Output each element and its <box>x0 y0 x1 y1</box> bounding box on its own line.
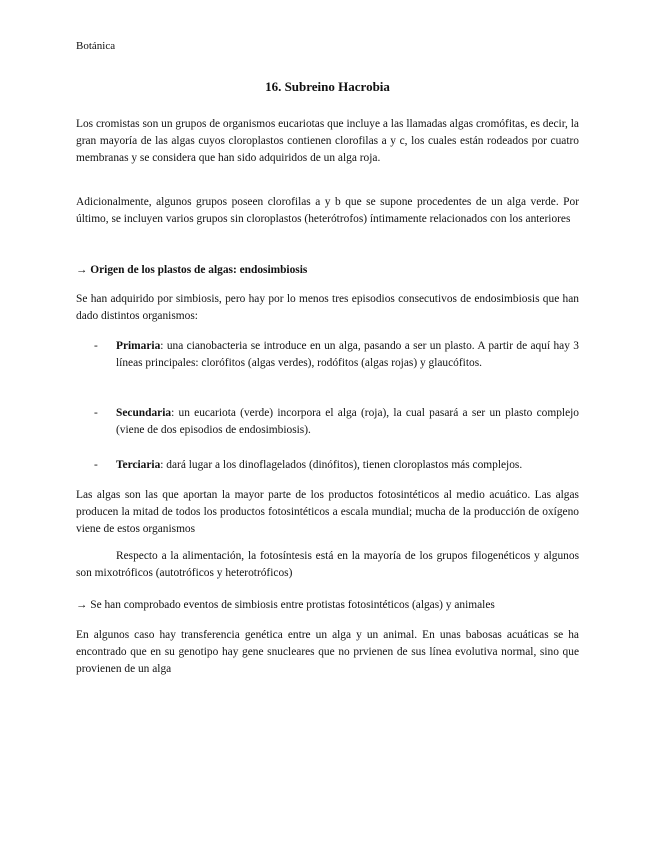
page-title: 16. Subreino Hacrobia <box>265 79 390 94</box>
list-bullet: - <box>94 459 98 471</box>
nutrition-paragraph: Respecto a la alimentación, la fotosíntesis está en la mayoría de los grupos filogenéticos y algunos son mixotróficos (autotróficos y heterotróficos) <box>76 550 579 579</box>
list-bullet: - <box>94 407 98 419</box>
algae-production-paragraph: Las algas son las que aportan la mayor parte de los productos fotosintéticos al medio acuático. Las algas producen la mitad de todos los productos fotosintéticos a escala mundial; mucha de la producción de oxígeno viene de estos organismos <box>76 489 579 535</box>
list-item-text: : una cianobacteria se introduce en un alga, pasando a ser un plasto. A partir de aquí hay 3 líneas principales: clorófitos (algas verdes), rodófitos (algas rojas) y glaucófitos. <box>116 340 579 369</box>
intro-paragraph-2: Adicionalmente, algunos grupos poseen clorofilas a y b que se supone procedentes de un alga verde. Por último, se incluyen varios grupos sin cloroplastos (heterótrofos) íntimamente relacionados con los anteriores <box>76 196 579 225</box>
section-heading-endosymbiosis: → Origen de los plastos de algas: endosimbiosis <box>76 264 308 276</box>
list-bullet: - <box>94 340 98 352</box>
endosymbiosis-paragraph: Se han adquirido por simbiosis, pero hay por lo menos tres episodios consecutivos de endosimbiosis que han dado distintos organismos: <box>76 293 579 322</box>
list-item-text: : un eucariota (verde) incorpora el alga (roja), la cual pasará a ser un plasto complejo (viene de dos episodios de endosimbiosis). <box>116 407 579 436</box>
page-header: Botánica <box>76 40 116 52</box>
intro-paragraph-1: Los cromistas son un grupos de organismos eucariotas que incluye a las llamadas algas cromófitas, es decir, la gran mayoría de las algas cuyos cloroplastos contienen clorofilas a y c, los cuales están rodeados por cuatro membranas y se considera que han sido adquiridos de un alga roja. <box>76 118 579 164</box>
list-item-term: Terciaria <box>116 459 161 471</box>
list-item-text: : dará lugar a los dinoflagelados (dinófitos), tienen cloroplastos más complejos. <box>160 459 523 471</box>
list-item-term: Secundaria <box>116 407 172 419</box>
section-heading-symbiosis: → Se han comprobado eventos de simbiosis entre protistas fotosintéticos (algas) y animales <box>76 599 495 611</box>
gene-transfer-paragraph: En algunos caso hay transferencia genética entre un alga y un animal. En unas babosas acuáticas se ha encontrado que en su genotipo hay gene snucleares que no prvienen de sus línea evolutiva normal, sino que provienen de un alga <box>76 629 579 675</box>
list-item-term: Primaria <box>116 340 161 352</box>
